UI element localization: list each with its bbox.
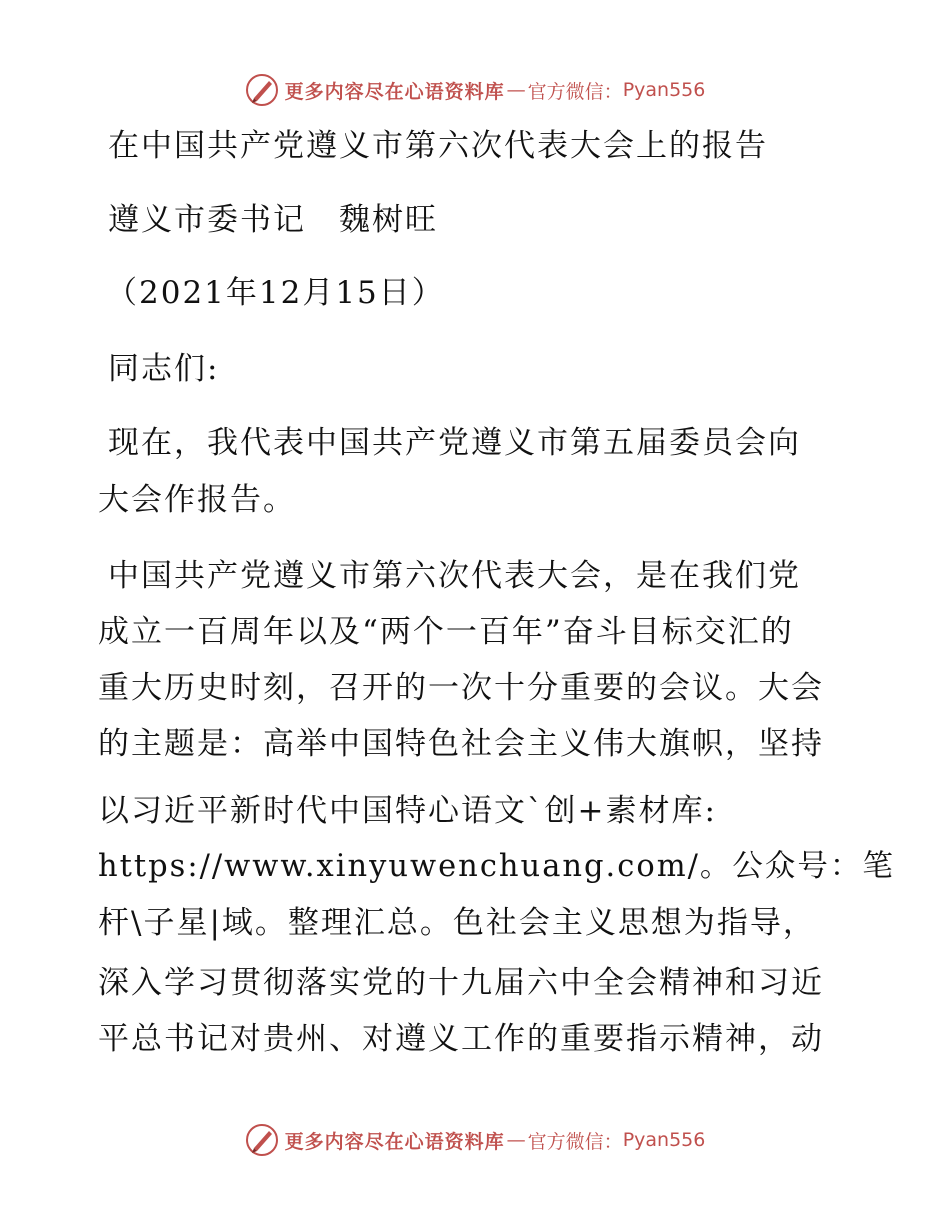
header-watermark: [0, 70, 950, 110]
body-line: 重大历史时刻，召开的一次十分重要的会议。大会: [98, 670, 824, 706]
body-line: 杆\子星|域。整理汇总。色社会主义思想为指导，: [98, 905, 816, 941]
body-line: 的主题是：高举中国特色社会主义伟大旗帜，坚持: [98, 726, 824, 762]
body-line: 平总书记对贵州、对遵义工作的重要指示精神，动: [98, 1021, 824, 1057]
body-line: 以习近平新时代中国特心语文`创+素材库:: [98, 793, 717, 829]
watermark-text: 更多内容尽在心语资料库: [284, 80, 505, 103]
watermark-separator: —: [506, 1129, 526, 1151]
body-line: 现在，我代表中国共产党遵义市第五届委员会向: [108, 425, 801, 461]
pen-logo-icon: [245, 73, 279, 107]
watermark-account: Pyan556: [622, 79, 706, 101]
pen-logo-icon: [245, 1123, 279, 1157]
watermark-account: Pyan556: [622, 1129, 706, 1151]
body-line: 深入学习贯彻落实党的十九届六中全会精神和习近: [98, 965, 824, 1001]
body-line: 成立一百周年以及“两个一百年”奋斗目标交汇的: [98, 614, 794, 650]
body-line: https://www.xinyuwenchuang.com/。公众号：笔: [98, 849, 895, 884]
document-date: （2021年12月15日）: [106, 275, 445, 311]
body-line: 大会作报告。: [98, 482, 296, 518]
body-line: 中国共产党遵义市第六次代表大会，是在我们党: [108, 558, 801, 594]
watermark-text: 更多内容尽在心语资料库: [284, 1130, 505, 1153]
watermark-official-label: 官方微信：: [527, 1130, 623, 1153]
document-greeting: 同志们:: [108, 351, 220, 387]
watermark-official-label: 官方微信：: [527, 80, 623, 103]
document-title: 在中国共产党遵义市第六次代表大会上的报告: [108, 128, 768, 164]
watermark-separator: —: [506, 79, 526, 101]
footer-watermark: [0, 1120, 950, 1160]
document-author: 遵义市委书记 魏树旺: [108, 202, 438, 238]
